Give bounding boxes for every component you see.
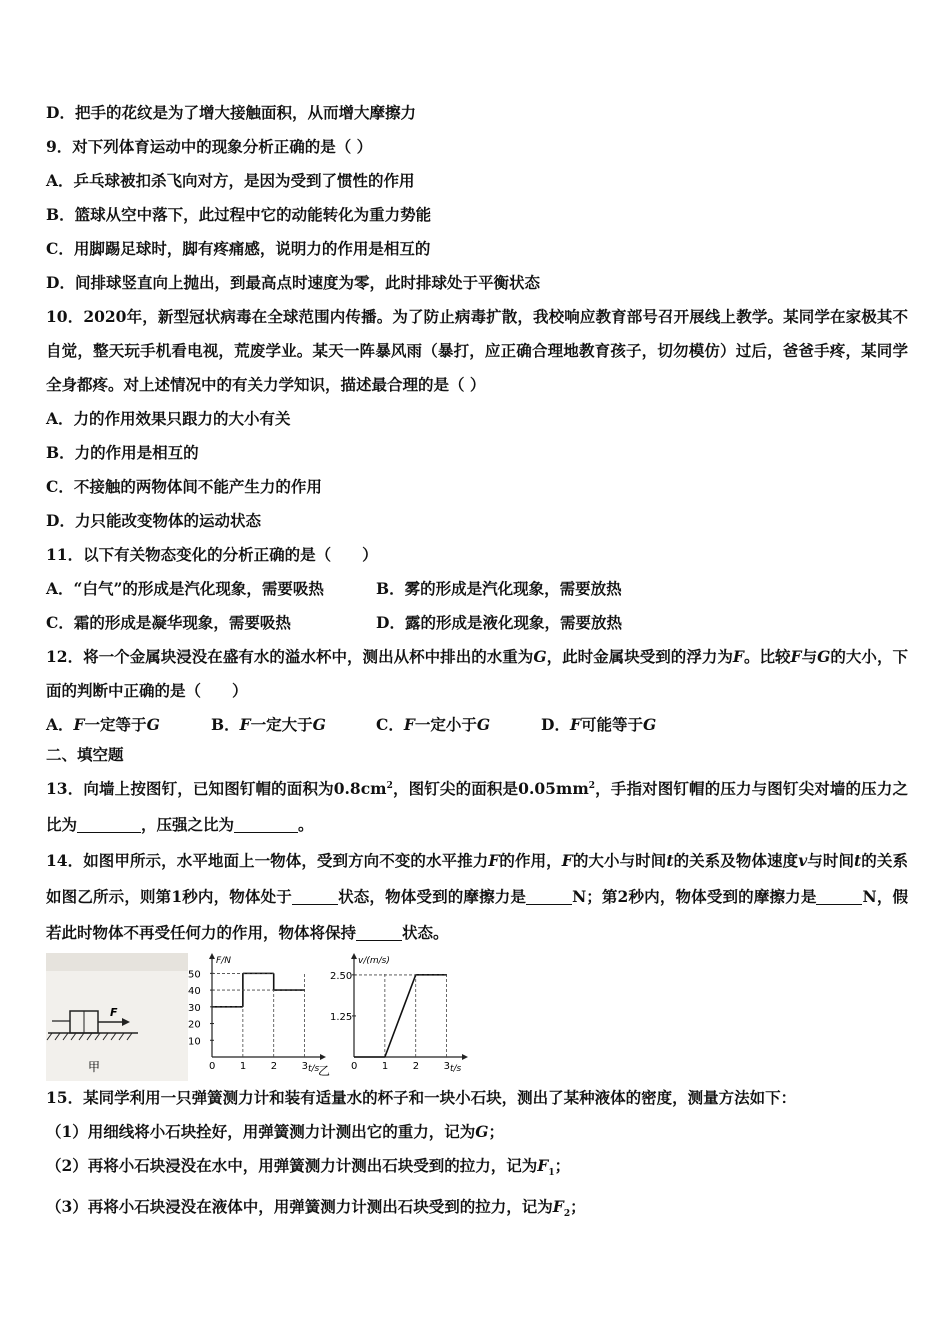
f-chart-x-tick-0: 0 <box>209 1061 216 1073</box>
f-chart-y-tick-50: 50 <box>188 969 201 981</box>
q15-step-2: （2）再将小石块浸没在水中，用弹簧测力计测出石块受到的拉力，记为$F_1$； <box>46 1156 571 1179</box>
force-label: F <box>110 1006 118 1020</box>
q10-option-d: D．力只能改变物体的运动状态 <box>46 511 261 530</box>
f-chart-y-tick-30: 30 <box>188 1002 201 1014</box>
v-chart-x-tick-1: 1 <box>381 1061 389 1073</box>
q10-option-c: C．不接触的两物体间不能产生力的作用 <box>46 477 322 496</box>
q14-blank-2[interactable] <box>526 886 572 905</box>
q13-stem: 13．向墙上按图钉，已知图钉帽的面积为$0.8cm^2$，图钉尖的面积是$0.05mm^2$，手指对图钉帽的压力与图钉尖对墙的压力之比为 ，压强之比为 。 <box>46 779 908 835</box>
q11-stem: 11．以下有关物态变化的分析正确的是（ ） <box>46 545 378 564</box>
q11-options-row-2 <box>46 606 908 640</box>
figure-jia <box>46 953 188 1081</box>
q12-stem: 12．将一个金属块浸没在盛有水的溢水杯中，测出从杯中排出的水重为G，此时金属块受到的浮力为F。比较F与G的大小，下面的判断中正确的是（ ） <box>46 647 908 700</box>
f-chart-y-arrow <box>209 953 215 959</box>
q15-step-3: （3）再将小石块浸没在液体中，用弹簧测力计测出石块受到的拉力，记为$F_2$； <box>46 1197 586 1220</box>
q14-blank-3[interactable] <box>816 886 862 905</box>
v-chart-y-arrow <box>351 953 357 959</box>
figure-jia-header <box>46 953 188 971</box>
f-chart-y-tick-10: 10 <box>188 1036 201 1048</box>
q9-option-a: A．乒乓球被扣杀飞向对方，是因为受到了惯性的作用 <box>46 171 415 190</box>
chart-velocity-time <box>328 953 468 1081</box>
q9-option-c: C．用脚踢足球时，脚有疼痛感，说明力的作用是相互的 <box>46 239 431 258</box>
q13-blank-1[interactable] <box>77 814 141 833</box>
q12-option-d: D．F可能等于G <box>541 715 657 734</box>
v-chart-y-tick-1.25: 1.25 <box>330 1012 353 1024</box>
label-jia: 甲 <box>88 1060 101 1075</box>
q8-option-d: D．把手的花纹是为了增大接触面积，从而增大摩擦力 <box>46 103 416 122</box>
q10-option-b: B．力的作用是相互的 <box>46 443 199 462</box>
v-chart-x-label: t/s <box>450 1064 462 1075</box>
q14-blank-1[interactable] <box>292 886 338 905</box>
q14-figure <box>46 953 908 1081</box>
q12-option-c: C．F一定小于G <box>376 715 491 734</box>
section-2-heading: 二、填空题 <box>46 745 124 764</box>
q11-option-c: C．霜的形成是凝华现象，需要吸热 <box>46 613 291 632</box>
v-chart-x-tick-2: 2 <box>412 1061 420 1073</box>
q11-option-d: D．露的形成是液化现象，需要放热 <box>376 613 622 632</box>
q14-blank-4[interactable] <box>356 922 402 941</box>
v-chart-series-segment-1 <box>385 975 416 1057</box>
f-chart-x-label: t/s <box>308 1064 320 1075</box>
force-arrowhead <box>122 1018 130 1026</box>
q9-stem: 9．对下列体育运动中的现象分析正确的是（ ） <box>46 137 373 156</box>
q12-option-b: B．F一定大于G <box>211 715 326 734</box>
q9-option-b: B．篮球从空中落下，此过程中它的动能转化为重力势能 <box>46 205 432 224</box>
q11-options-row-1 <box>46 572 908 606</box>
q12-options-row <box>46 708 908 742</box>
f-chart-x-arrow <box>320 1054 326 1060</box>
f-chart-y-tick-40: 40 <box>188 986 201 998</box>
v-chart-x-tick-0: 0 <box>351 1061 358 1073</box>
v-chart-y-tick-2.50: 2.50 <box>330 971 353 983</box>
exam-page <box>46 96 908 1231</box>
f-chart-x-tick-2: 2 <box>270 1061 278 1073</box>
q9-option-d: D．间排球竖直向上抛出，到最高点时速度为零，此时排球处于平衡状态 <box>46 273 540 292</box>
f-chart-x-tick-1: 1 <box>239 1061 247 1073</box>
q15-stem: 15．某同学利用一只弹簧测力计和装有适量水的杯子和一块小石块，测出了某种液体的密度，测量方法如下： <box>46 1088 797 1108</box>
f-chart-y-tick-20: 20 <box>188 1019 201 1031</box>
q12-option-a: A．F一定等于G <box>46 715 160 734</box>
q15-step-1: （1）用细线将小石块拴好，用弹簧测力计测出它的重力，记为G； <box>46 1122 505 1142</box>
v-chart-x-arrow <box>462 1054 468 1060</box>
label-yi: 乙 <box>318 1064 331 1079</box>
q13-blank-2[interactable] <box>234 814 298 833</box>
q14-stem: 14．如图甲所示，水平地面上一物体，受到方向不变的水平推力F的作用，F的大小与时间t的关系及物体速度v与时间t的关系如图乙所示，则第1秒内，物体处于 状态，物体受到的摩擦力是 N；第2秒内，物体受到的摩擦力是 N，假若此时物体不再受任何力的作用，物体将保持 状态。 <box>46 851 908 943</box>
f-chart-y-label: F/N <box>216 956 231 967</box>
chart-force-time <box>186 953 331 1081</box>
q10-option-a: A．力的作用效果只跟力的大小有关 <box>46 409 291 428</box>
v-chart-x-tick-3: 3 <box>443 1061 450 1073</box>
f-chart-x-tick-3: 3 <box>301 1061 308 1073</box>
q11-option-b: B．雾的形成是汽化现象，需要放热 <box>376 579 622 598</box>
v-chart-y-label: v/(m/s) <box>358 956 390 967</box>
q11-option-a: A．“白气”的形成是汽化现象，需要吸热 <box>46 579 324 598</box>
q10-stem: 10．2020年，新型冠状病毒在全球范围内传播。为了防止病毒扩散，我校响应教育部号召开展线上教学。某同学在家极其不自觉，整天玩手机看电视，荒废学业。某天一阵暴风雨（暴打，应正确合理地教育孩子，切勿模仿）过后，爸爸手疼，某同学全身都疼。对上述情况中的有关力学知识，描述最合理的是（ ） <box>46 307 908 394</box>
